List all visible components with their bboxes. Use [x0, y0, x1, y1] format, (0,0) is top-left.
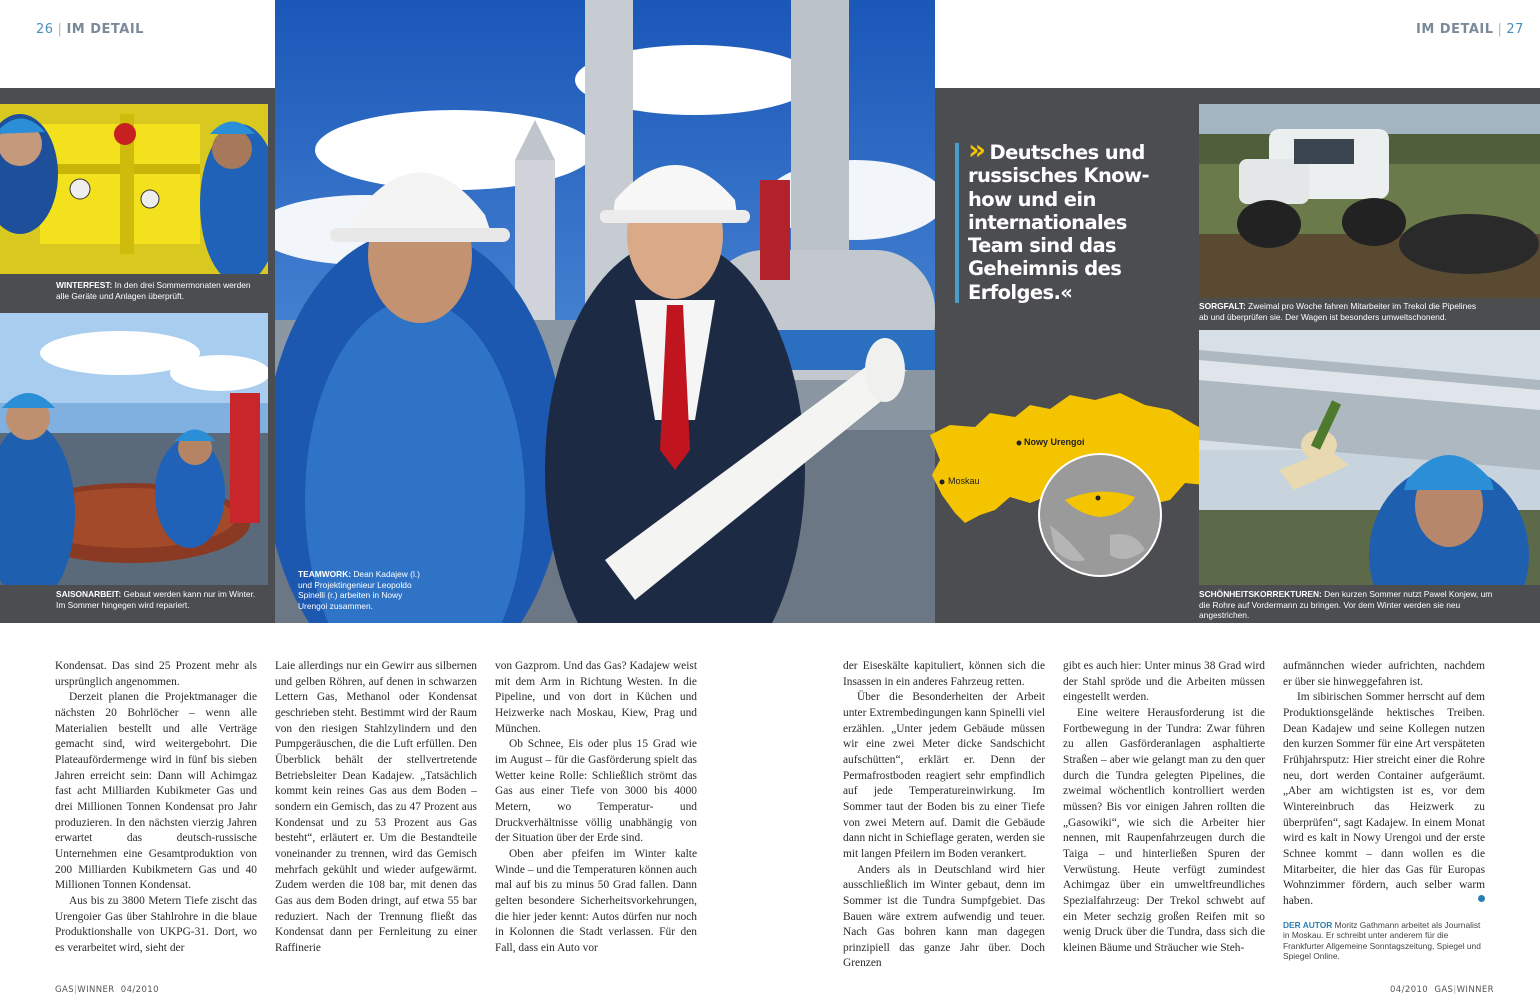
author-text: Moritz Gathmann arbeitet als Journalist in Moskau. Er schreibt unter anderem für die Frankfurter Allgemeine Sonntagszeitung, Spiegel und Spiegel Online.	[1283, 920, 1481, 962]
map-label-nowy-urengoi: Nowy Urengoi	[1024, 437, 1085, 447]
photo-winterfest	[0, 104, 268, 274]
caption-teamwork: TEAMWORK: Dean Kadajew (l.) und Projektingenieur Leopoldo Spinelli (r.) arbeiten in Nowy Urengoi zusammen.	[298, 569, 420, 611]
author-box	[1283, 920, 1485, 962]
russia-map	[920, 365, 1240, 580]
right-page-header: IM DETAIL | 27	[1416, 22, 1524, 37]
left-page-number: 26	[36, 22, 54, 37]
right-page-number: 27	[1506, 22, 1524, 37]
photo-schoenheit	[1199, 330, 1540, 585]
left-section-label: IM DETAIL	[66, 22, 144, 37]
right-section-label: IM DETAIL	[1416, 22, 1494, 37]
quote-open-mark: »	[968, 133, 986, 166]
left-footer: GAS|WINNER 04/2010	[55, 985, 159, 995]
pull-quote-text: Deutsches und russisches Know-how und ein internationales Team sind das Geheimnis des Erfolges.«	[968, 141, 1149, 304]
caption-sorgfalt: SORGFALT: Zweimal pro Woche fahren Mitarbeiter im Trekol die Pipelines ab und überprüfen sie. Der Wagen ist besonders umweltschonend.	[1199, 301, 1477, 322]
text-column-6: aufmännchen wieder aufrichten, nachdem er über sie hinweggefahren ist. Im sibirischen Sommer herrscht auf dem Produktionsgelände hektisches Treiben. Dean Kadajew und seine Kollegen nutzen den kurzen Sommer für eine Art verspäteten Frühjahrsputz: Hier streicht einer die Rohre neu, dort werden Container aufgeräumt. „Aber am wichtigsten ist es, vor dem Wintereinbruch das Heizwerk zu überprüfen“, sagt Kadajew. In einem Monat wird es kalt in Nowy Urengoi und der erste Schnee kommt – dann wollen es die Mitarbeiter, die hier das Gas für Europas Wohnzimmer fördern, auch selber warm haben.	[1283, 660, 1485, 907]
caption-schoenheit: SCHÖNHEITSKORREKTUREN: Den kurzen Sommer nutzt Pawel Konjew, um die Rohre auf Vordermann zu bringen. Vor dem Winter werden sie neu angestrichen.	[1199, 589, 1493, 620]
photo-sorgfalt	[1199, 104, 1540, 298]
text-column-4: der Eiseskälte kapituliert, können sich die Insassen in ein anderes Fahrzeug retten. Über die Besonderheiten der Arbeit unter Extrembedingungen kann Spinelli viel erzählen. „Unter jedem Gebäude müssen wir eine zwei Meter dicke Sandschicht aufschütten“, erklärt er. Denn der Permafrostboden reagiert sehr empfindlich auf jede Temperatureinwirkung. Im Sommer taut der Boden bis zu einer Tiefe von zwei Metern auf. Damit die Gebäude dann nicht in Schieflage geraten, werden sie mit langen Pfeilern im Boden verankert. Anders als in Deutschland wird hier ausschließlich im Winter gebaut, denn im Sommer ist die Tundra Sumpfgebiet. Das Bauen wäre extrem aufwendig und teuer. Nach Gas bohren kann man dagegen prinzipiell das ganze Jahr über. Doch Grenzen	[843, 660, 1045, 970]
photo-teamwork	[275, 0, 935, 623]
author-label: DER AUTOR	[1283, 920, 1333, 930]
article-end-dot	[1478, 895, 1485, 902]
text-column-2: Laie allerdings nur ein Gewirr aus silbernen und gelben Röhren, auf denen in schwarzen Lettern Gas, Methanol oder Kondensat geschrieben steht. Bestimmt wird der Raum von den riesigen Stahlzylindern und den Pumpgeräuschen, die die Luft erfüllen. Den Überblick behält der stellvertretende Betriebsleiter Dean Kadajew. „Tatsächlich kommt kein reines Gas aus dem Boden – sondern ein Gemisch, das zu 47 Prozent aus Kondensat und zu 53 Prozent aus Gas besteht“, erläutert er. Um die Bestandteile voneinander zu trennen, wird das Gemisch mehrfach gekühlt und wieder aufgewärmt. Zudem werden die 108 bar, mit denen das Gas aus dem Boden dringt, auf etwa 55 bar reduziert. Nach der Trennung fließt das Kondensat dann per Fernleitung zu einer Raffinerie	[275, 660, 477, 954]
pull-quote	[968, 133, 1183, 304]
text-column-1: Kondensat. Das sind 25 Prozent mehr als ursprünglich angenommen. Derzeit planen die Projektmanager die nächsten 20 Bohrlöcher – wenn alle Materialien bestellt und alle Verträge gemacht sind, wird weitergebohrt. Die Plateaufördermenge wird in fünf bis sieben Jahren erreicht sein: Dann will Achimgaz fast acht Milliarden Kubikmeter Gas und drei Millionen Tonnen Kondensat pro Jahr produzieren. In den nächsten vierzig Jahren erwartet das deutsch-russische Unternehmen eine Gesamtproduktion von 200 Milliarden Kubikmetern Gas und 40 Millionen Tonnen Kondensat. Aus bis zu 3800 Metern Tiefe zischt das Urengoier Gas über Stahlrohre in die blaue Produktionshalle von UKPG-31. Dort, wo es verarbeitet wird, sieht der	[55, 660, 257, 954]
caption-winterfest: WINTERFEST: In den drei Sommermonaten werden alle Geräte und Anlagen überprüft.	[56, 280, 251, 301]
right-footer: 04/2010 GAS|WINNER	[1390, 985, 1494, 995]
text-column-5: gibt es auch hier: Unter minus 38 Grad wird der Stahl spröde und die Arbeiten müssen eingestellt werden. Eine weitere Herausforderung ist die Fortbewegung in der Tundra: Zwar führen zu allen Gasförderanlagen asphaltierte Straßen – aber wie gelangt man zu den quer durch die Tundra gelegten Pipelines, die zweimal wöchentlich kontrolliert werden müssen? Bis vor einigen Jahren rollten die „Gasowiki“, wie sich die Arbeiter hier nennen, mit Raupenfahrzeugen durch die Taiga – und hinterließen Spuren der Verwüstung. Heute verfügt zumindest Achimgaz über ein umweltfreundliches Spezialfahrzeug: Der Trekol schwebt auf ein Meter sechzig großen Reifen mit so wenig Druck über die Tundra, dass sich die kleinen Bäume und Sträucher wie Steh-	[1063, 660, 1265, 954]
text-column-3: von Gazprom. Und das Gas? Kadajew weist mit dem Arm in Richtung Westen. In die Pipeline, und von dort in Küchen und Heizwerke nach Moskau, Kiew, Prag und München. Ob Schnee, Eis oder plus 15 Grad wie im August – für die Gasförderung spielt das Wetter keine Rolle: Schließlich strömt das Gas aus einer Tiefe von 3000 bis 4000 Metern, wo Temperatur- und Druckverhältnisse völlig unabhängig von der Situation über der Erde sind. Oben aber pfeifen im Winter kalte Winde – und die Temperaturen können auch mal auf bis zu minus 50 Grad fallen. Dann gelten besondere Sicherheitsvorkehrungen, die hier jeder kennt: Autos dürfen nur noch in Kolonnen die Stadt verlassen. Für den Fall, dass ein Auto vor	[495, 660, 697, 954]
left-page-header: 26 | IM DETAIL	[36, 22, 144, 37]
map-label-moskau: Moskau	[948, 476, 980, 486]
caption-saisonarbeit: SAISONARBEIT: Gebaut werden kann nur im Winter. Im Sommer hingegen wird repariert.	[56, 589, 256, 610]
quote-bar	[955, 143, 959, 303]
photo-saisonarbeit	[0, 313, 268, 585]
